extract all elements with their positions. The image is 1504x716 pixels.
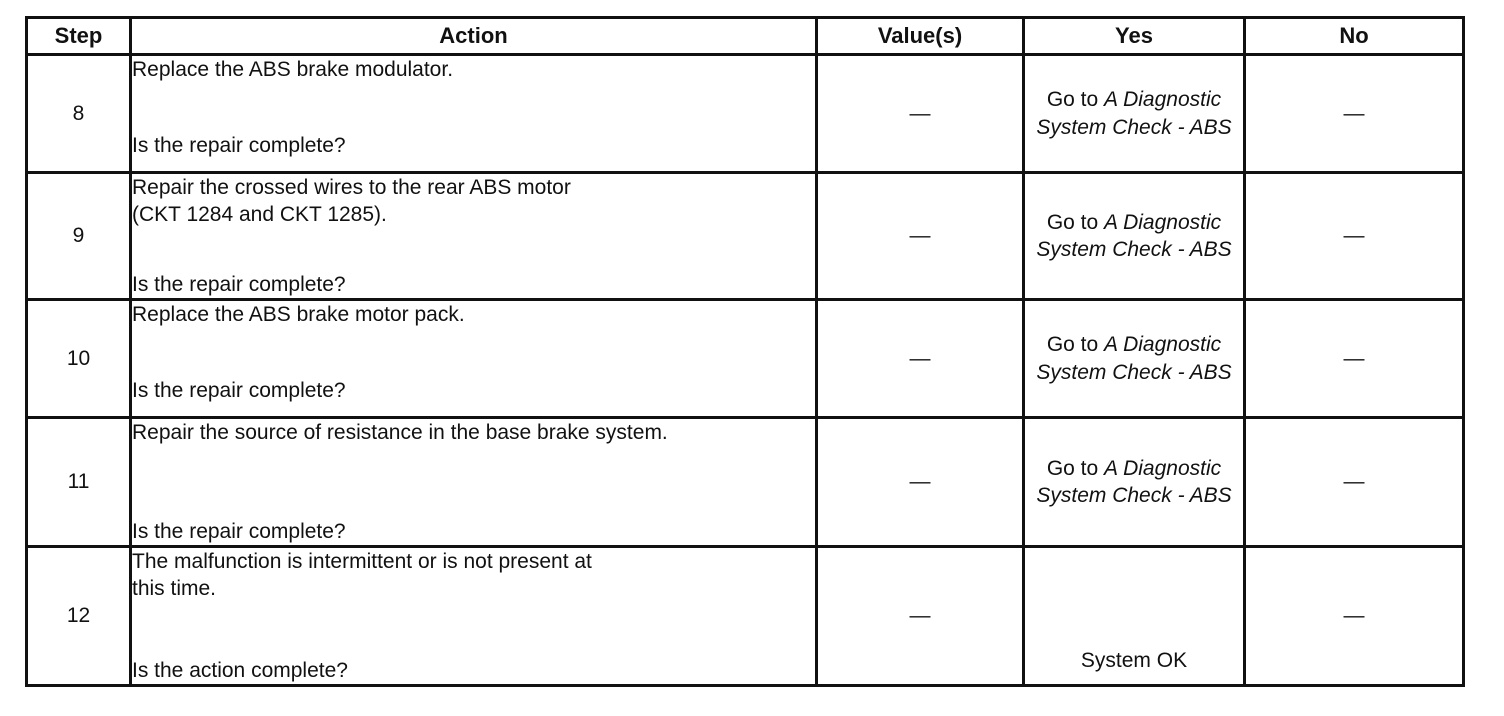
value-cell: — bbox=[817, 173, 1024, 300]
value-cell: — bbox=[817, 547, 1024, 686]
header-step: Step bbox=[27, 18, 131, 55]
action-text-continued: this time. bbox=[132, 577, 217, 600]
action-cell bbox=[131, 55, 817, 173]
goto-prefix: Go to bbox=[1046, 456, 1105, 480]
action-question: Is the repair complete? bbox=[132, 520, 346, 543]
header-yes: Yes bbox=[1024, 18, 1245, 55]
header-values: Value(s) bbox=[817, 18, 1024, 55]
value-cell: — bbox=[817, 300, 1024, 418]
action-text: Repair the source of resistance in the base brake system. bbox=[132, 421, 668, 444]
action-cell bbox=[131, 173, 817, 300]
action-cell bbox=[131, 418, 817, 547]
system-ok-text: System OK bbox=[1080, 648, 1188, 672]
action-text: Replace the ABS brake motor pack. bbox=[132, 303, 465, 326]
action-text-continued: (CKT 1284 and CKT 1285). bbox=[132, 203, 387, 226]
action-text: Replace the ABS brake modulator. bbox=[132, 58, 454, 81]
no-cell: — bbox=[1245, 418, 1464, 547]
table-row bbox=[27, 547, 1464, 686]
step-number: 11 bbox=[27, 418, 131, 547]
yes-cell bbox=[1024, 418, 1245, 547]
table-row bbox=[27, 300, 1464, 418]
header-row bbox=[27, 18, 1464, 55]
goto-link[interactable]: A Diagnostic System Check - ABS bbox=[1036, 333, 1232, 384]
step-number: 12 bbox=[27, 547, 131, 686]
value-cell: — bbox=[817, 55, 1024, 173]
no-cell: — bbox=[1245, 547, 1464, 686]
action-cell bbox=[131, 300, 817, 418]
step-number: 10 bbox=[27, 300, 131, 418]
table-row bbox=[27, 418, 1464, 547]
goto-link[interactable]: A Diagnostic System Check - ABS bbox=[1036, 210, 1232, 261]
step-number: 8 bbox=[27, 55, 131, 173]
action-question: Is the repair complete? bbox=[132, 379, 346, 402]
yes-cell bbox=[1024, 173, 1245, 300]
table-row bbox=[27, 55, 1464, 173]
step-number: 9 bbox=[27, 173, 131, 300]
action-cell bbox=[131, 547, 817, 686]
diagnostic-table bbox=[25, 16, 1465, 687]
action-text: The malfunction is intermittent or is not present at bbox=[132, 550, 592, 573]
header-no: No bbox=[1245, 18, 1464, 55]
value-cell: — bbox=[817, 418, 1024, 547]
table-row bbox=[27, 173, 1464, 300]
action-question: Is the action complete? bbox=[132, 659, 348, 682]
yes-cell bbox=[1024, 55, 1245, 173]
action-text: Repair the crossed wires to the rear ABS motor bbox=[132, 176, 571, 199]
no-cell: — bbox=[1245, 300, 1464, 418]
no-cell: — bbox=[1245, 173, 1464, 300]
action-question: Is the repair complete? bbox=[132, 273, 346, 296]
goto-link[interactable]: A Diagnostic System Check - ABS bbox=[1036, 88, 1232, 139]
goto-prefix: Go to bbox=[1046, 88, 1105, 111]
goto-link[interactable]: A Diagnostic System Check - ABS bbox=[1036, 456, 1232, 507]
action-question: Is the repair complete? bbox=[132, 134, 346, 157]
yes-cell bbox=[1024, 300, 1245, 418]
goto-prefix: Go to bbox=[1046, 210, 1105, 234]
header-action: Action bbox=[131, 18, 817, 55]
yes-cell bbox=[1024, 547, 1245, 686]
goto-prefix: Go to bbox=[1046, 333, 1105, 356]
no-cell: — bbox=[1245, 55, 1464, 173]
